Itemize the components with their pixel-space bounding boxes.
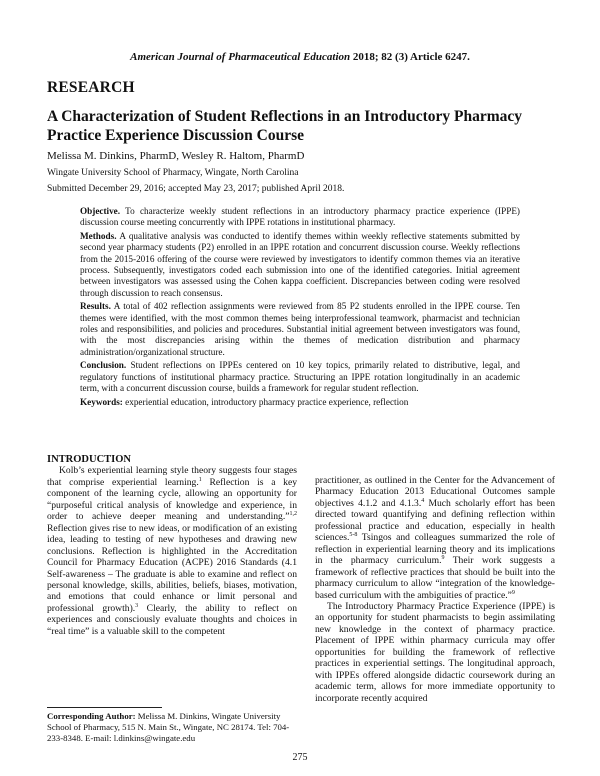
text-run: Much scholarly effort has been directed toward quantifying and defining reflection within professional practice and education, especially in health sciences. <box>315 497 555 544</box>
citation-ref: 4 <box>421 497 425 504</box>
journal-citation: 2018; 82 (3) Article 6247. <box>352 51 470 63</box>
text-run: Tsingos and colleagues summarized the role of reflection in experiential learning theory and its implications in the pharmacy curriculum. <box>315 532 555 567</box>
text-run: Their work suggests a framework of reflective practices that should be built into the pharmacy curriculum to allow “integration of the knowledge-based curriculum with the ambiguities of practice.” <box>315 555 555 601</box>
objective-label: Objective. <box>80 206 121 216</box>
body-column-right <box>315 475 555 704</box>
footnote-divider <box>47 707 162 708</box>
abstract-objective <box>80 206 520 229</box>
results-label: Results. <box>80 301 111 312</box>
intro-paragraph-2: The Introductory Pharmacy Practice Experience (IPPE) is an opportunity for student pharmacists to begin assimilating new knowledge in the context of pharmacy practice. Placement of IPPE within pharmacy curricula may offer opportunities for building the framework of reflective practices in experiential settings. The longitudinal approach, with IPPEs offered alongside didactic coursework during an academic term, allows for more immediate opportunity to incorporate recently acquired <box>315 600 555 704</box>
author-list: Melissa M. Dinkins, PharmD, Wesley R. Haltom, PharmD <box>47 150 305 162</box>
article-title: A Characterization of Student Reflections in an Introductory Pharmacy Practice Experience Discussion Course <box>47 108 523 144</box>
conclusion-label: Conclusion. <box>80 360 127 371</box>
page-number: 275 <box>292 752 308 763</box>
body-column-left <box>47 454 297 637</box>
footnote-text: Melissa M. Dinkins, Wingate University School of Pharmacy, 515 N. Main St., Wingate, NC 28174. Tel: 704-233-8348. E-mail: l.dinkins@wingate.edu <box>47 711 290 743</box>
citation-ref: 1 <box>198 476 202 483</box>
submission-dates: Submitted December 29, 2016; accepted May 23, 2017; published April 2018. <box>47 184 345 194</box>
journal-header <box>0 51 600 63</box>
methods-text: A qualitative analysis was conducted to identify themes within weekly reflective statements submitted by second year pharmacy students (P2) enrolled in an IPPE rotation and concurrent discussion course. Weekly reflections from the 2015-2016 offering of the course were reviewed by investigators to identify common themes via an iterative process. Subsequently, investigators coded each submission into one of the identified categories. Initial agreement between investigators was assessed using the Cohen kappa coefficient. Discrepancies between coding were resolved through discussion to reach consensus. <box>80 230 520 298</box>
citation-ref: 9 <box>441 555 445 562</box>
keywords-text: experiential education, introductory pharmacy practice experience, reflection <box>125 396 409 407</box>
citation-ref: 5-8 <box>349 532 358 539</box>
conclusion-text: Student reflections on IPPEs centered on 10 key topics, primarily related to distributive, legal, and regulatory functions of institutional pharmacy practice. Structuring an IPPE rotation longitudinally in an academic term, with a concurrent discussion course, builds a framework for regular student reflection. <box>80 360 520 394</box>
section-heading-introduction: INTRODUCTION <box>47 454 132 465</box>
citation-ref: 3 <box>135 602 139 609</box>
section-label: RESEARCH <box>47 79 135 96</box>
abstract-methods <box>80 231 520 299</box>
text-run: Clearly, the ability to reflect on experiences and consciously evaluate thoughts and choices in “real time” is a valuable skill to the competent <box>47 602 297 637</box>
text-run: practitioner, as outlined in the Center for the Advancement of Pharmacy Education 2013 Educational Outcomes sample objectives 4.1.2 and 4.1.3. <box>315 475 555 509</box>
citation-ref: 1,2 <box>289 511 297 518</box>
abstract <box>80 206 520 410</box>
journal-name: American Journal of Pharmaceutical Education <box>130 51 351 63</box>
abstract-results <box>80 301 520 358</box>
footnote-label: Corresponding Author: <box>47 711 136 721</box>
affiliation: Wingate University School of Pharmacy, Wingate, North Carolina <box>47 168 299 178</box>
text-run: Kolb’s experiential learning style theory suggests four stages that comprise experiential learning. <box>47 465 297 488</box>
text-run: Reflection is a key component of the learning cycle, allowing an opportunity for “purposeful critical analysis of knowledge and experience, in order to achieve deeper meaning and understanding.” <box>47 476 297 523</box>
keywords-label: Keywords: <box>80 396 123 407</box>
results-text: A total of 402 reflection assignments were reviewed from 85 P2 students enrolled in the IPPE course. Ten themes were identified, with the most common themes being interprofessional teamwork, pharmacist and technician roles and responsibilities, and policies and procedures. Substantial initial agreement between investigators was found, with the most discrepancies arising within the themes of medication distribution and pharmacy administration/organizational structure. <box>80 301 520 357</box>
abstract-keywords <box>80 397 520 408</box>
text-run: Reflection gives rise to new ideas, or modification of an existing idea, leading to testing of new hypotheses and drawing new conclusions. Reflection is highlighted in the Accreditation Council for Pharmacy Education (ACPE) 2016 Standards (4.1 Self-awareness – The graduate is able to examine and reflect on personal knowledge, skills, abilities, beliefs, biases, motivation, and emotions that could enhance or limit personal and professional growth). <box>47 522 297 614</box>
abstract-conclusion <box>80 360 520 394</box>
intro-paragraph-1-cont <box>315 475 555 601</box>
citation-ref: 9 <box>511 589 515 596</box>
corresponding-author-footnote <box>47 711 297 743</box>
methods-label: Methods. <box>80 230 117 241</box>
intro-paragraph-1 <box>47 465 297 637</box>
objective-text: To characterize weekly student reflections in an introductory pharmacy practice experience (IPPE) discussion course meeting concurrently with IPPE rotations in institutional pharmacy. <box>80 206 520 228</box>
